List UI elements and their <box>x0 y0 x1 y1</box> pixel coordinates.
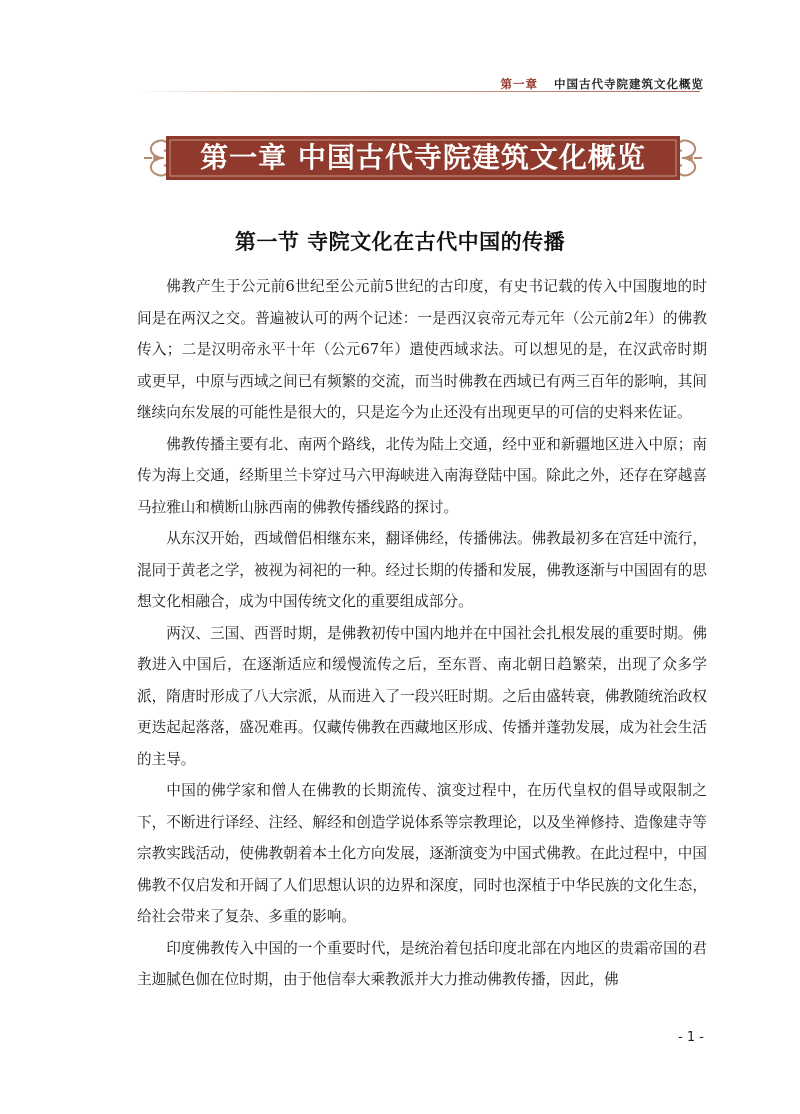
paragraph: 佛教传播主要有北、南两个路线，北传为陆上交通，经中亚和新疆地区进入中原；南传为海上交通，经斯里兰卡穿过马六甲海峡进入南海登陆中国。除此之外，还存在穿越喜马拉雅山和横断山脉西南的佛教传播线路的探讨。 <box>137 435 707 516</box>
paragraph: 佛教产生于公元前6世纪至公元前5世纪的古印度，有史书记载的传入中国腹地的时间是在两汉之交。普遍被认可的两个记述：一是西汉哀帝元寿元年（公元前2年）的佛教传入；二是汉明帝永平十年（公元67年）遣使西域求法。可以想见的是，在汉武帝时期或更早，中原与西域之间已有频繁的交流，而当时佛教在西域已有两三百年的影响，其间继续向东发展的可能性是很大的，只是迄今为止还没有出现更早的可信的史料来佐证。 <box>137 278 707 421</box>
paragraph: 从东汉开始，西域僧侣相继东来，翻译佛经，传播佛法。佛教最初多在宫廷中流行，混同于黄老之学，被视为祠祀的一种。经过长期的传播和发展，佛教逐渐与中国固有的思想文化相融合，成为中国传统文化的重要组成部分。 <box>137 530 707 610</box>
running-header-title: 中国古代寺院建筑文化概览 <box>554 77 704 91</box>
paragraph: 两汉、三国、西晋时期，是佛教初传中国内地并在中国社会扎根发展的重要时期。佛教进入中国后，在逐渐适应和缓慢流传之后，至东晋、南北朝日趋繁荣，出现了众多学派，隋唐时形成了八大宗派，从而进入了一段兴旺时期。之后由盛转衰，佛教随统治政权更迭起起落落，盛况难再。仅藏传佛教在西藏地区形成、传播并蓬勃发展，成为社会生活的主导。 <box>137 624 707 768</box>
paragraph: 印度佛教传入中国的一个重要时代，是统治着包括印度北部在内地区的贵霜帝国的君主迦腻色伽在位时期，由于他信奉大乘教派并大力推动佛教传播，因此，佛 <box>137 939 707 988</box>
chapter-banner <box>140 133 706 183</box>
body-text <box>137 271 707 996</box>
page-number: - 1 - <box>678 1030 704 1045</box>
running-header <box>501 76 705 92</box>
running-header-chapter: 第一章 <box>500 77 538 91</box>
paragraph: 中国的佛学家和僧人在佛教的长期流传、演变过程中，在历代皇权的倡导或限制之下，不断进行译经、注经、解经和创造学说体系等宗教理论，以及坐禅修持、造像建寺等宗教实践活动，使佛教朝着本土化方向发展，逐渐演变为中国式佛教。在此过程中，中国佛教不仅启发和开阔了人们思想认识的边界和深度，同时也深植于中华民族的文化生态，给社会带来了复杂、多重的影响。 <box>137 782 707 925</box>
section-heading: 第一节 寺院文化在古代中国的传播 <box>234 230 566 254</box>
chapter-title: 第一章 中国古代寺院建筑文化概览 <box>200 141 646 174</box>
header-rule <box>136 91 700 92</box>
